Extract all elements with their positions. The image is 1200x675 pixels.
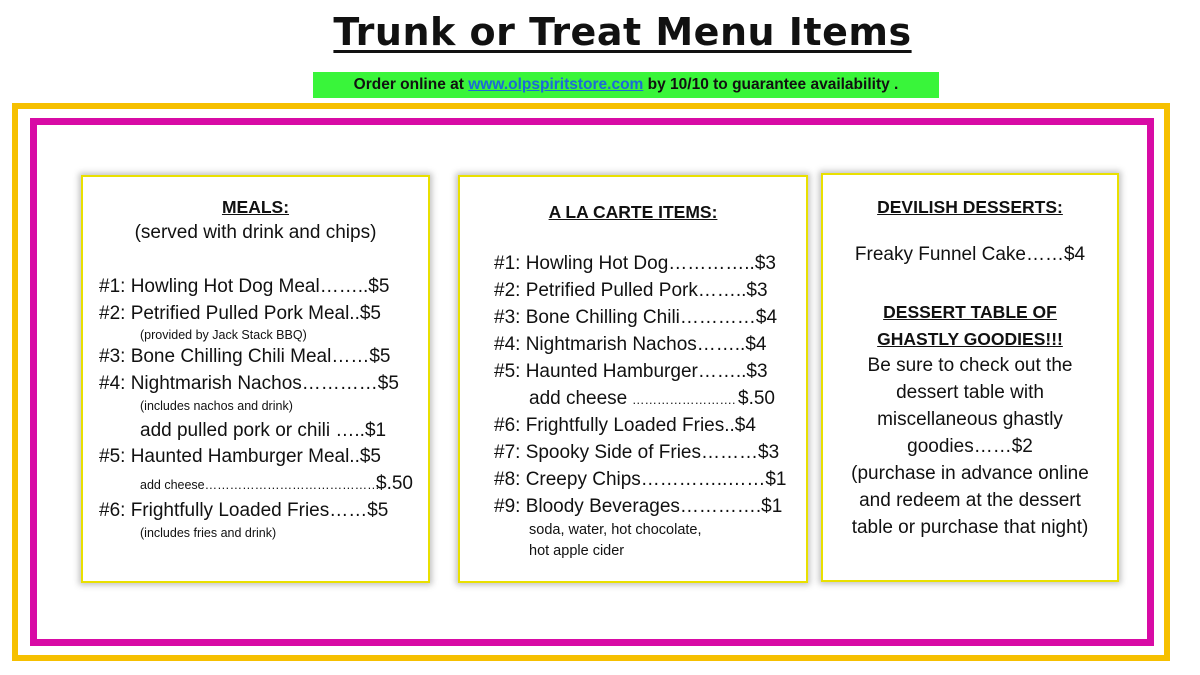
alacarte-item-1: #1: Howling Hot Dog…………..$3 xyxy=(494,253,776,274)
alacarte-item-3: #3: Bone Chilling Chili…………$4 xyxy=(494,307,778,328)
meal-item-5-addon: add cheese…………………………………… xyxy=(140,478,380,492)
meal-item-2-note: (provided by Jack Stack BBQ) xyxy=(140,328,307,342)
alacarte-heading: A LA CARTE ITEMS: xyxy=(548,202,718,222)
dessert-line-3: miscellaneous ghastly xyxy=(877,409,1063,430)
dessert-line-5: (purchase in advance online xyxy=(851,463,1089,484)
meal-item-1: #1: Howling Hot Dog Meal……..$5 xyxy=(99,276,390,297)
dessert-line-4: goodies……$2 xyxy=(907,436,1033,457)
dessert-line-1: Be sure to check out the xyxy=(867,355,1073,376)
meal-item-5: #5: Haunted Hamburger Meal..$5 xyxy=(99,446,381,467)
alacarte-item-4: #4: Nightmarish Nachos……..$4 xyxy=(494,334,767,355)
meals-subheading: (served with drink and chips) xyxy=(134,222,377,243)
meal-item-4: #4: Nightmarish Nachos…………$5 xyxy=(99,373,399,394)
dessert-line-7: table or purchase that night) xyxy=(851,517,1089,538)
meals-panel xyxy=(81,175,430,583)
meal-item-4-addon: add pulled pork or chili …..$1 xyxy=(140,420,387,441)
meal-item-6: #6: Frightfully Loaded Fries……$5 xyxy=(99,500,389,521)
store-link[interactable]: www.olpspiritstore.com xyxy=(468,76,644,93)
alacarte-addon-price: $.50 xyxy=(738,388,775,409)
meal-item-6-note: (includes fries and drink) xyxy=(140,526,277,540)
meal-item-3: #3: Bone Chilling Chili Meal……$5 xyxy=(99,346,391,367)
desserts-panel xyxy=(821,173,1119,582)
dessert-table-heading-2: GHASTLY GOODIES!!! xyxy=(877,329,1063,349)
alacarte-item-9: #9: Bloody Beverages………….$1 xyxy=(494,496,783,517)
alacarte-item-2: #2: Petrified Pulled Pork……..$3 xyxy=(494,280,768,301)
page-title: Trunk or Treat Menu Items xyxy=(333,10,912,54)
order-banner xyxy=(313,72,939,98)
order-prefix: Order online at xyxy=(353,76,469,93)
dessert-line-6: and redeem at the dessert xyxy=(859,490,1081,511)
alacarte-item-6: #6: Frightfully Loaded Fries..$4 xyxy=(494,415,756,436)
alacarte-addon-leader: ……………………. xyxy=(632,393,736,407)
desserts-heading: DEVILISH DESSERTS: xyxy=(877,197,1063,217)
alacarte-item-8: #8: Creepy Chips…………..……$1 xyxy=(494,469,787,490)
beverage-list-2: hot apple cider xyxy=(529,543,625,559)
alacarte-addon-label: add cheese xyxy=(529,388,628,409)
meal-item-5-addon-price: $.50 xyxy=(376,473,413,494)
dessert-table-heading-1: DESSERT TABLE OF xyxy=(883,302,1057,322)
alacarte-item-7: #7: Spooky Side of Fries………$3 xyxy=(494,442,780,463)
meals-heading: MEALS: xyxy=(221,197,290,217)
funnel-cake-item: Freaky Funnel Cake……$4 xyxy=(854,244,1086,265)
beverage-list-1: soda, water, hot chocolate, xyxy=(529,522,702,538)
meal-item-4-note: (includes nachos and drink) xyxy=(140,399,293,413)
meal-item-2: #2: Petrified Pulled Pork Meal..$5 xyxy=(99,303,381,324)
order-suffix: by 10/10 to guarantee availability . xyxy=(643,76,899,93)
alacarte-panel xyxy=(458,175,808,583)
alacarte-item-5: #5: Haunted Hamburger……..$3 xyxy=(494,361,768,382)
dessert-line-2: dessert table with xyxy=(896,382,1044,403)
